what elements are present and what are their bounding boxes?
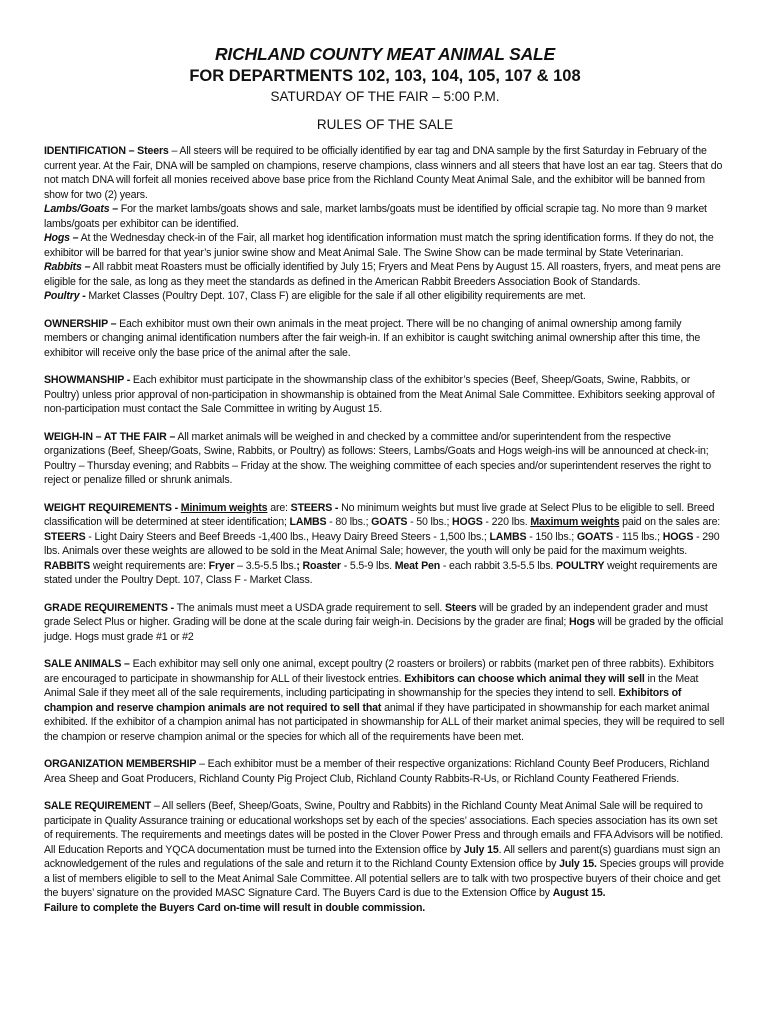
lambs-label: LAMBS xyxy=(289,516,327,528)
sale-req-label: SALE REQUIREMENT xyxy=(44,800,152,812)
poultry-label: Poultry - xyxy=(44,290,86,302)
rabbits-label: Rabbits – xyxy=(44,261,91,273)
date-line: SATURDAY OF THE FAIR – 5:00 P.M. xyxy=(270,89,500,104)
meat-pen-label: Meat Pen xyxy=(394,559,441,572)
hogs-max-label: HOGS xyxy=(662,530,694,543)
rabbits-weight-label: RABBITS xyxy=(44,559,91,572)
identification-text: – All steers will be required to be officially identified by ear tag and DNA sample by the first Saturday in February of the current year. At the Fair, DNA will be sampled on champions, reserve champions, class winners and all steers that have lost an ear tag. Steers that do not match DNA will forfeit all monies received above base price from the Richland County Meat Animal Sale, and the exhibitor will be banned from show for two (2) years. xyxy=(44,145,723,201)
poultry-rule xyxy=(44,289,726,304)
weighin-label: WEIGH-IN – AT THE FAIR – xyxy=(44,430,176,443)
july-15-date-2: July 15. xyxy=(559,858,597,870)
rabbits-rule xyxy=(44,260,726,289)
weight-separator: ; xyxy=(296,559,303,572)
weight-text: weight requirements are: xyxy=(90,559,209,572)
maximum-weights-label: Maximum weights xyxy=(530,516,620,528)
grade-hogs-label: Hogs xyxy=(568,616,595,628)
goats-label: GOATS xyxy=(371,516,408,528)
sale-req-text: . All sellers and parent(s) guardians must sign an acknowledgement of the rules and regulations of the sale and return it to the Richland County Extension office by xyxy=(44,843,721,870)
weight-text: No minimum weights but must live grade at Select Plus to be eligible to sell. Breed classification will be determined at steer identification; xyxy=(44,501,715,528)
rabbits-text: All rabbit meat Roasters must be officially identified by July 15; Fryers and Meat Pens by August 15. All roasters, fryers, and meat pens are eligible for the sale, as long as they meet the standards as defined in the American Rabbit Breeders Association Book of Standards. xyxy=(44,261,721,288)
weight-text: - 5.5-9 lbs. xyxy=(340,559,395,572)
grade-steers-label: Steers xyxy=(444,601,477,614)
steers-label: STEERS - xyxy=(290,501,339,514)
grade-requirements-section xyxy=(44,601,726,645)
weight-text: weight requirements are stated under the Poultry Dept. 107, Class F - Market Class. xyxy=(44,559,718,586)
weight-requirements-section xyxy=(44,501,726,588)
weight-text: – 3.5-5.5 lbs. xyxy=(234,559,297,572)
weight-text: are: xyxy=(267,501,291,514)
sale-animals-section xyxy=(44,657,726,744)
july-15-date: July 15 xyxy=(463,843,499,856)
identification-section xyxy=(44,144,726,304)
weight-text: - 150 lbs.; xyxy=(526,530,577,543)
poultry-weight-label: POULTRY xyxy=(556,559,605,572)
hogs-rule xyxy=(44,231,726,260)
org-text: – Each exhibitor must be a member of their respective organizations: Richland County Beef Producers, Richland Area Sheep and Goat Producers, Richland County Pig Project Club, Richland County Rabbits-R-Us, or Richland County Feathered Friends. xyxy=(44,758,710,785)
org-label: ORGANIZATION MEMBERSHIP xyxy=(44,758,197,770)
sale-animals-text: animal if they have participated in showmanship for each market animal exhibited. If the exhibitor of a champion animal has not participated in showmanship for ALL of their market animal species, they will be required to sell the champion or reserve champion animal or the species for which all of the requirements have been met. xyxy=(44,701,725,743)
weight-text: - 290 lbs. Animals over these weights are allowed to be sold in the Meat Animal Sale; however, the youth will only be paid for the maximum weights. xyxy=(44,530,720,557)
showmanship-section xyxy=(44,373,726,417)
lambs-goats-text: For the market lambs/goats shows and sale, market lambs/goats must be identified by official scrapie tag. No more than 9 market lambs/goats per exhibitor can be identified. xyxy=(44,203,707,230)
weighin-section xyxy=(44,430,726,488)
organization-membership-section xyxy=(44,757,726,786)
sale-req-text: – All sellers (Beef, Sheep/Goats, Swine, Poultry and Rabbits) in the Richland County Meat Animal Sale will be required to participate in Quality Assurance training or educational workshops set by each of the species’ associations. Each species association has its own set of requirements. The requirements and meetings dates will be posted in the Clover Power Press and through emails and FFA Advisors will be notified. All Education Reports and YQCA documentation must be turned into the Extension office by xyxy=(44,800,724,856)
weight-text: - 115 lbs.; xyxy=(613,530,663,543)
roaster-label: Roaster xyxy=(302,559,341,572)
grade-text: will be graded by an independent grader and must grade Select Plus or higher. Grading will be done at the scale during fair weigh-in. Decisions by the grader are final; xyxy=(44,601,708,628)
sale-animals-text: Each exhibitor may sell only one animal, except poultry (2 roasters or broilers) or rabbits (market pen of three rabbits). Exhibitors are encouraged to participate in showmanship for ALL of their livestock entries. xyxy=(44,658,714,685)
document-subtitle: FOR DEPARTMENTS 102, 103, 104, 105, 107 & 108 xyxy=(189,67,581,85)
double-commission-warning: Failure to complete the Buyers Card on-time will result in double commission. xyxy=(44,901,426,914)
weight-text: - 50 lbs.; xyxy=(407,516,453,528)
sale-requirement-section xyxy=(44,799,726,915)
lambs-max-label: LAMBS xyxy=(489,530,527,543)
hogs-label: Hogs – xyxy=(44,232,79,244)
champion-emphasis: Exhibitors of champion and reserve champion animals are not required to sell that xyxy=(44,687,682,714)
rules-heading: RULES OF THE SALE xyxy=(316,117,454,132)
grade-text: The animals must meet a USDA grade requirement to sell. xyxy=(174,601,445,614)
showmanship-text: Each exhibitor must participate in the showmanship class of the exhibitor’s species (Beef, Sheep/Goats, Swine, Rabbits, or Poultry) unless prior approval of non-participation in showmanship is obtained from the Meat Animal Sale Committee. Exhibitors seeking approval of non-participation must contact the Sale Committee in writing by August 15. xyxy=(44,374,715,415)
hogs-label: HOGS xyxy=(452,516,483,528)
ownership-text: Each exhibitor must own their own animals in the meat project. There will be no changing of animal ownership among family members or changing animal identification numbers after the fair weigh-in. If an exhibitor is caught switching animal ownership after this time, the exhibitor will receive only the base price of the animal after the sale. xyxy=(44,317,701,359)
identification-label: IDENTIFICATION – Steers xyxy=(44,145,169,157)
hogs-text: At the Wednesday check-in of the Fair, all market hog identification information must match the spring identification forms. If they do not, the exhibitor will be barred for that year’s junior swine show and Meat Animal Sale. The Swine Show can be made terminal by State Veterinarian. xyxy=(44,232,714,259)
weight-text: paid on the sales are: xyxy=(619,516,721,528)
sale-animals-label: SALE ANIMALS – xyxy=(44,658,130,670)
sale-animals-text: in the Meat Animal Sale if they meet all of the sale requirements, including participating in showmanship for the species they intend to sell. xyxy=(44,672,699,699)
choose-animal-emphasis: Exhibitors can choose which animal they will sell xyxy=(404,672,645,685)
grade-text: will be graded by the official judge. Hogs must grade #1 or #2 xyxy=(44,616,724,643)
showmanship-label: SHOWMANSHIP - xyxy=(44,374,131,386)
grade-label: GRADE REQUIREMENTS - xyxy=(44,601,175,614)
weight-label: WEIGHT REQUIREMENTS - xyxy=(44,501,178,514)
minimum-weights-label: Minimum weights xyxy=(180,501,268,514)
steers-max-label: STEERS xyxy=(44,530,86,543)
fryer-label: Fryer xyxy=(208,559,235,572)
weight-text: - each rabbit 3.5-5.5 lbs. xyxy=(440,559,556,572)
rules-document xyxy=(44,44,726,928)
lambs-goats-label: Lambs/Goats – xyxy=(44,203,118,215)
poultry-text: Market Classes (Poultry Dept. 107, Class F) are eligible for the sale if all other eligibility requirements are met. xyxy=(85,290,586,302)
ownership-label: OWNERSHIP – xyxy=(44,317,117,330)
august-15-date: August 15. xyxy=(552,887,606,899)
weight-text: - 80 lbs.; xyxy=(326,516,372,528)
goats-max-label: GOATS xyxy=(576,530,614,543)
sale-req-text: Species groups will provide a list of members eligible to sell to the Meat Animal Sale Committee. All potential sellers are to talk with two prospective buyers of their choice and get the buyers’ signature on the provided MASC Signature Card. The Buyers Card is due to the Extension Office by xyxy=(44,858,724,899)
ownership-section xyxy=(44,317,726,361)
weight-text: - Light Dairy Steers and Beef Breeds -1,400 lbs., Heavy Dairy Breed Steers - 1,500 lbs.; xyxy=(85,530,490,543)
document-title: RICHLAND COUNTY MEAT ANIMAL SALE xyxy=(214,44,556,64)
weight-text: - 220 lbs. xyxy=(482,516,531,528)
lambs-goats-rule xyxy=(44,202,726,231)
weighin-text: All market animals will be weighed in and checked by a committee and/or superintendent from the respective organizations (Beef, Sheep/Goats, Swine, Rabbits, or Poultry) as follows: Steers, Lambs/Goats and Hogs weigh-ins will be announced at check-in; Poultry – Thursday evening; and Rabbits – Friday at the show. The weighing committee of each species and/or superintendent reserves the right to reject or penalize filled or shrunk animals. xyxy=(44,430,711,486)
